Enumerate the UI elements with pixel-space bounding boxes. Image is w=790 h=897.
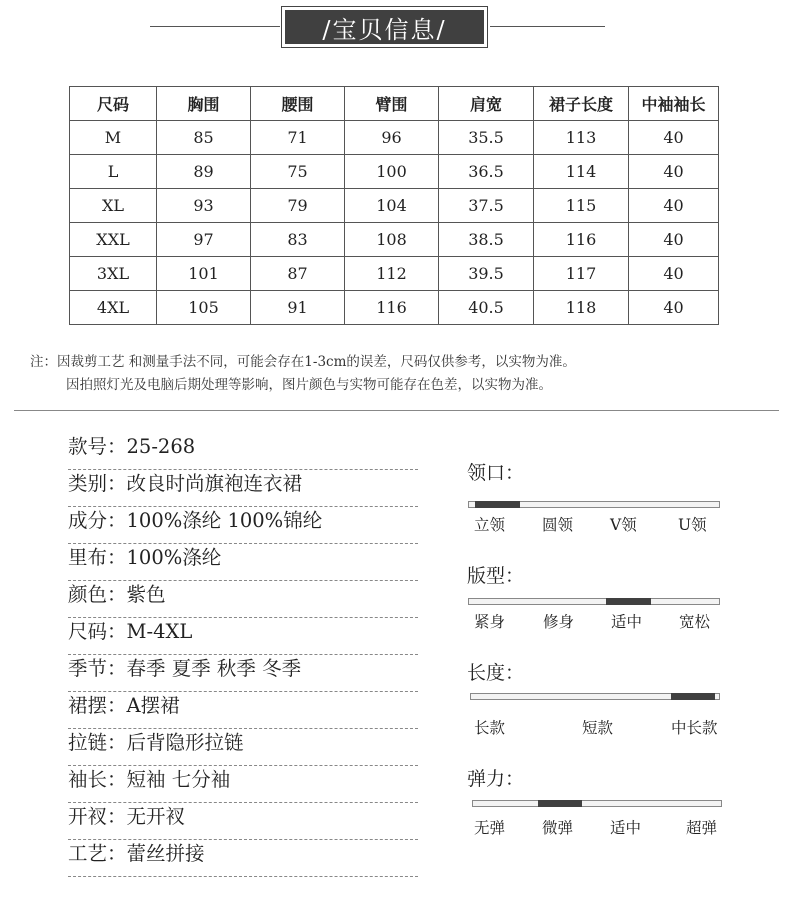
spec-key: 袖长： (68, 768, 127, 791)
table-cell: 38.5 (439, 223, 534, 257)
fit-option: 紧身 (474, 613, 506, 631)
table-row (70, 291, 719, 325)
length-option: 长款 (474, 719, 506, 737)
table-cell: 39.5 (439, 257, 534, 291)
spec-key: 开衩： (68, 805, 127, 828)
spec-value: 25-268 (126, 435, 196, 458)
table-row (70, 257, 719, 291)
table-header-cell: 胸围 (157, 87, 251, 121)
table-cell: 40.5 (439, 291, 534, 325)
table-cell: 112 (345, 257, 439, 291)
spec-value: 改良时尚旗袍连衣裙 (126, 472, 303, 495)
table-cell: 40 (629, 189, 719, 223)
header-line-right (490, 26, 605, 27)
table-cell: 40 (629, 291, 719, 325)
table-cell: 83 (251, 223, 345, 257)
table-row (70, 155, 719, 189)
collar-option: 立领 (474, 516, 506, 534)
fit-option: 修身 (543, 613, 575, 631)
section-divider (14, 410, 779, 411)
table-cell: 116 (345, 291, 439, 325)
table-cell: 117 (534, 257, 629, 291)
collar-scale-bar (468, 501, 720, 508)
table-cell: 108 (345, 223, 439, 257)
spec-key: 颜色： (68, 583, 127, 606)
collar-scale-indicator (475, 501, 520, 508)
table-row (70, 121, 719, 155)
table-cell: 40 (629, 223, 719, 257)
spec-row (68, 581, 418, 618)
spec-value: 短袖 七分袖 (126, 768, 231, 791)
table-cell: 97 (157, 223, 251, 257)
table-cell: M (70, 121, 157, 155)
fit-option: 适中 (611, 613, 643, 631)
table-row (70, 189, 719, 223)
spec-value: 100%涤纶 100%锦纶 (126, 509, 323, 532)
size-table (69, 86, 719, 325)
table-cell: XXL (70, 223, 157, 257)
table-cell: 105 (157, 291, 251, 325)
header-line-left (150, 26, 280, 27)
stretch-option: 超弹 (686, 819, 718, 837)
spec-key: 裙摆： (68, 694, 127, 717)
spec-value: 紫色 (126, 583, 166, 606)
stretch-scale-indicator (538, 800, 582, 807)
spec-key: 成分： (68, 509, 127, 532)
spec-value: M-4XL (126, 620, 193, 643)
table-header-cell: 尺码 (70, 87, 157, 121)
stretch-option: 无弹 (474, 819, 506, 837)
collar-scale-title: 领口： (467, 462, 525, 484)
table-cell: 91 (251, 291, 345, 325)
table-header-cell: 裙子长度 (534, 87, 629, 121)
fit-scale-indicator (606, 598, 651, 605)
table-cell: 115 (534, 189, 629, 223)
length-scale-indicator (671, 693, 715, 700)
spec-value: 无开衩 (126, 805, 186, 828)
section-title: /宝贝信息/ (285, 10, 484, 44)
stretch-option: 微弹 (542, 819, 574, 837)
collar-option: 圆领 (542, 516, 574, 534)
table-cell: 118 (534, 291, 629, 325)
table-header-row (70, 87, 719, 121)
table-cell: 40 (629, 155, 719, 189)
table-header-cell: 腰围 (251, 87, 345, 121)
table-cell: 71 (251, 121, 345, 155)
table-cell: 36.5 (439, 155, 534, 189)
table-header-cell: 中袖袖长 (629, 87, 719, 121)
length-option: 中长款 (671, 719, 718, 737)
table-cell: 100 (345, 155, 439, 189)
table-cell: 3XL (70, 257, 157, 291)
spec-key: 尺码： (68, 620, 127, 643)
table-cell: 114 (534, 155, 629, 189)
table-cell: 40 (629, 121, 719, 155)
table-cell: 37.5 (439, 189, 534, 223)
spec-key: 类别： (68, 472, 127, 495)
table-header-cell: 肩宽 (439, 87, 534, 121)
table-row (70, 223, 719, 257)
spec-key: 里布： (68, 546, 127, 569)
table-cell: 96 (345, 121, 439, 155)
table-cell: 85 (157, 121, 251, 155)
stretch-option: 适中 (610, 819, 642, 837)
spec-row (68, 840, 418, 877)
table-cell: 75 (251, 155, 345, 189)
fit-option: 宽松 (679, 613, 711, 631)
table-cell: 4XL (70, 291, 157, 325)
length-option: 短款 (582, 719, 614, 737)
color-note: 因拍照灯光及电脑后期处理等影响，图片颜色与实物可能存在色差，以实物为准。 (66, 377, 552, 393)
spec-row (68, 507, 418, 544)
table-cell: 116 (534, 223, 629, 257)
spec-row (68, 692, 418, 729)
table-cell: 79 (251, 189, 345, 223)
table-cell: 93 (157, 189, 251, 223)
stretch-scale-bar (472, 800, 722, 807)
measurement-note: 注：因裁剪工艺 和测量手法不同，可能会存在1-3cm的误差，尺码仅供参考，以实物为准。 (30, 354, 576, 370)
spec-key: 款号： (68, 435, 127, 458)
spec-row (68, 618, 418, 655)
spec-key: 工艺： (68, 842, 127, 865)
fit-scale-bar (468, 598, 720, 605)
section-title-box (281, 6, 488, 48)
table-cell: 89 (157, 155, 251, 189)
collar-option: U领 (678, 516, 707, 534)
length-scale-bar (470, 693, 720, 700)
collar-option: V领 (610, 516, 637, 534)
spec-key: 季节： (68, 657, 127, 680)
spec-key: 拉链： (68, 731, 127, 754)
stretch-scale-title: 弹力： (467, 768, 525, 790)
spec-row (68, 433, 418, 470)
table-cell: 113 (534, 121, 629, 155)
spec-row (68, 766, 418, 803)
table-cell: 101 (157, 257, 251, 291)
spec-row (68, 544, 418, 581)
table-cell: 87 (251, 257, 345, 291)
table-header-cell: 臂围 (345, 87, 439, 121)
table-cell: 40 (629, 257, 719, 291)
table-cell: 35.5 (439, 121, 534, 155)
spec-value: A摆裙 (126, 694, 180, 717)
spec-row (68, 803, 418, 840)
length-scale-title: 长度： (467, 662, 525, 684)
fit-scale-title: 版型： (467, 565, 525, 587)
spec-value: 蕾丝拼接 (126, 842, 205, 865)
spec-separator (68, 876, 418, 877)
spec-row (68, 470, 418, 507)
spec-row (68, 655, 418, 692)
spec-value: 后背隐形拉链 (126, 731, 244, 754)
spec-value: 春季 夏季 秋季 冬季 (126, 657, 302, 680)
table-cell: 104 (345, 189, 439, 223)
spec-value: 100%涤纶 (126, 546, 222, 569)
table-cell: L (70, 155, 157, 189)
table-cell: XL (70, 189, 157, 223)
spec-row (68, 729, 418, 766)
